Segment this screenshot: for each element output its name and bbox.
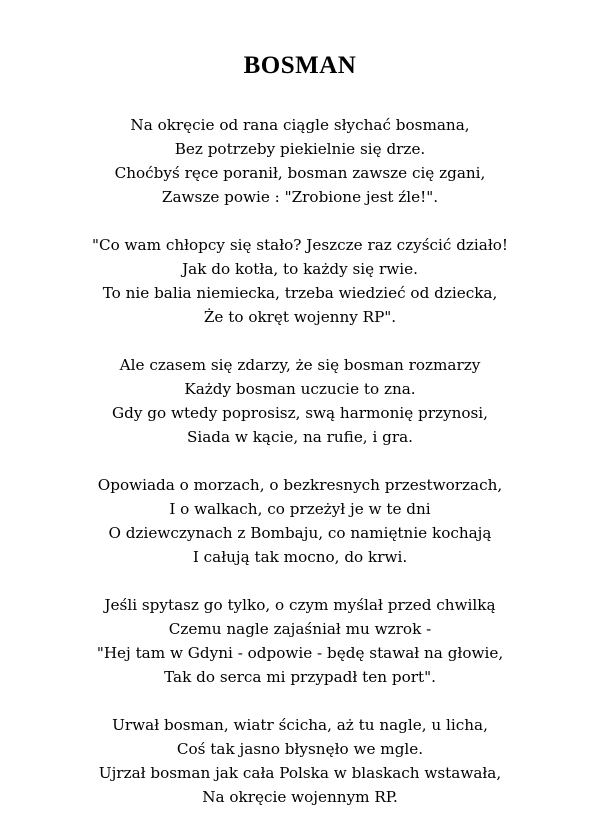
poem-line: Ujrzał bosman jak cała Polska w blaskach wstawała, [98, 764, 502, 782]
poem-line: Opowiada o morzach, o bezkresnych przestworzach, [97, 476, 503, 494]
stanza-1 [0, 113, 600, 209]
poem-line: Zawsze powie : "Zrobione jest źle!". [161, 188, 439, 206]
poem-line: Coś tak jasno błysnęło we mgle. [176, 740, 424, 758]
poem-line: To nie balia niemiecka, trzeba wiedzieć od dziecka, [102, 284, 498, 302]
stanza-4 [0, 473, 600, 569]
poem-line: Że to okręt wojenny RP". [203, 308, 397, 326]
poem-line: Czemu nagle zajaśniał mu wzrok - [168, 620, 432, 638]
poem-line: "Co wam chłopcy się stało? Jeszcze raz czyścić działo! [91, 236, 509, 254]
stanza-5 [0, 593, 600, 689]
poem-title: BOSMAN [243, 52, 357, 79]
poem-line: Na okręcie wojennym RP. [202, 788, 398, 806]
poem-line: Siada w kącie, na rufie, i gra. [186, 428, 414, 446]
poem-line: Gdy go wtedy poprosisz, swą harmonię przynosi, [111, 404, 488, 422]
poem-line: Tak do serca mi przypadł ten port". [164, 668, 436, 686]
poem-line: Na okręcie od rana ciągle słychać bosmana, [130, 116, 470, 134]
poem-line: Urwał bosman, wiatr ścicha, aż tu nagle, u licha, [112, 716, 488, 734]
stanza-2 [0, 233, 600, 329]
poem-line: I całują tak mocno, do krwi. [192, 548, 408, 566]
poem-line: O dziewczynach z Bombaju, co namiętnie kochają [108, 524, 492, 542]
stanza-6 [0, 713, 600, 809]
poem-line: I o walkach, co przeżył je w te dni [169, 500, 431, 518]
poem-line: Choćbyś ręce poranił, bosman zawsze cię zgani, [114, 164, 486, 182]
poem-line: "Hej tam w Gdyni - odpowie - będę stawał na głowie, [96, 644, 504, 662]
poem-line: Bez potrzeby piekielnie się drze. [174, 140, 426, 158]
stanza-3 [0, 353, 600, 449]
poem-line: Każdy bosman uczucie to zna. [184, 380, 416, 398]
poem-line: Jak do kotła, to każdy się rwie. [182, 260, 418, 278]
poem-body [0, 113, 600, 833]
poem-line: Ale czasem się zdarzy, że się bosman rozmarzy [119, 356, 481, 374]
poem-line: Jeśli spytasz go tylko, o czym myślał przed chwilką [104, 596, 496, 614]
